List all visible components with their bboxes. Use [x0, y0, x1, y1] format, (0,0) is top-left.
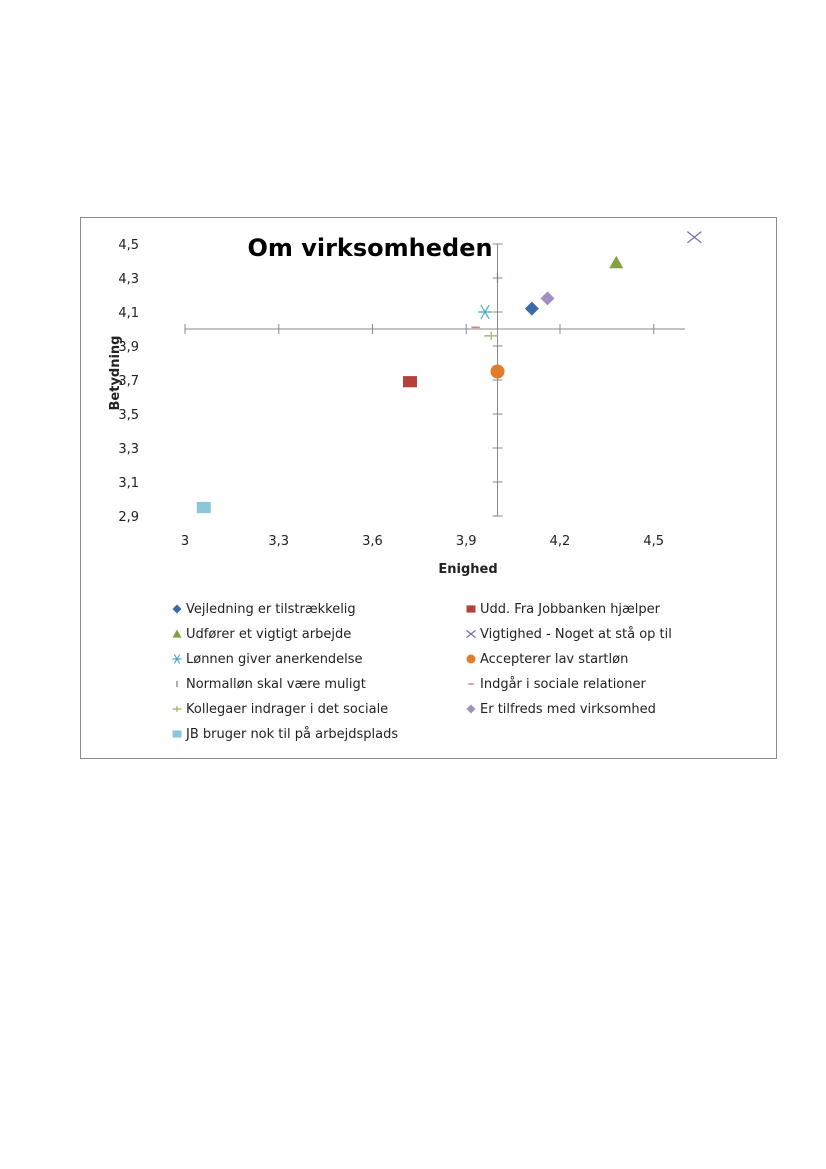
legend-marker: [173, 605, 182, 614]
chart-title: Om virksomheden: [247, 234, 493, 262]
legend-marker: [467, 655, 476, 664]
x-tick-label: 4,2: [549, 534, 571, 549]
legend-marker: [467, 705, 476, 714]
legend-label: Udfører et vigtigt arbejde: [186, 627, 352, 642]
legend-label: JB bruger nok til på arbejdsplads: [186, 727, 399, 742]
data-point: [484, 332, 498, 340]
legend-label: Udd. Fra Jobbanken hjælper: [480, 602, 661, 617]
y-tick-label: 2,9: [118, 510, 139, 525]
y-tick-label: 3,1: [118, 476, 139, 491]
data-point: [687, 232, 701, 243]
y-tick-label: 4,3: [118, 272, 139, 287]
legend-marker: [173, 655, 182, 664]
scatter-chart: [81, 218, 778, 760]
y-tick-label: 3,3: [118, 442, 139, 457]
x-axis-label: Enighed: [438, 562, 498, 577]
y-tick-label: 3,7: [118, 374, 139, 389]
legend-label: Kollegaer indrager i det sociale: [186, 702, 389, 717]
y-tick-label: 3,9: [118, 340, 139, 355]
x-tick-label: 3,9: [455, 534, 477, 549]
chart-frame: [80, 217, 777, 759]
y-tick-label: 4,5: [118, 238, 139, 253]
data-point: [609, 256, 623, 269]
legend-label: Er tilfreds med virksomhed: [480, 702, 656, 717]
legend-marker: [173, 630, 182, 638]
data-point: [197, 502, 211, 513]
data-point: [541, 291, 555, 305]
legend-label: Accepterer lav startløn: [480, 652, 629, 667]
data-point: [478, 305, 492, 319]
legend-marker: [173, 730, 182, 737]
x-tick-label: 3: [180, 534, 190, 549]
legend-marker: [467, 630, 476, 637]
x-tick-label: 3,3: [268, 534, 290, 549]
legend-label: Normalløn skal være muligt: [186, 677, 366, 692]
data-point: [403, 376, 417, 387]
data-point: [491, 365, 505, 379]
y-axis-label: Betydning: [108, 335, 123, 411]
legend-marker: [173, 706, 182, 711]
legend: [173, 602, 672, 742]
legend-label: Indgår i sociale relationer: [480, 677, 646, 692]
x-tick-label: 4,5: [643, 534, 665, 549]
legend-label: Vejledning er tilstrækkelig: [186, 602, 356, 617]
y-tick-label: 3,5: [118, 408, 139, 423]
y-tick-label: 4,1: [118, 306, 139, 321]
axes: [185, 244, 685, 516]
legend-label: Lønnen giver anerkendelse: [186, 652, 363, 667]
data-point: [525, 302, 539, 316]
data-points: [197, 232, 702, 513]
x-tick-label: 3,6: [362, 534, 383, 549]
legend-marker: [467, 605, 476, 612]
legend-label: Vigtighed - Noget at stå op til: [480, 627, 672, 642]
